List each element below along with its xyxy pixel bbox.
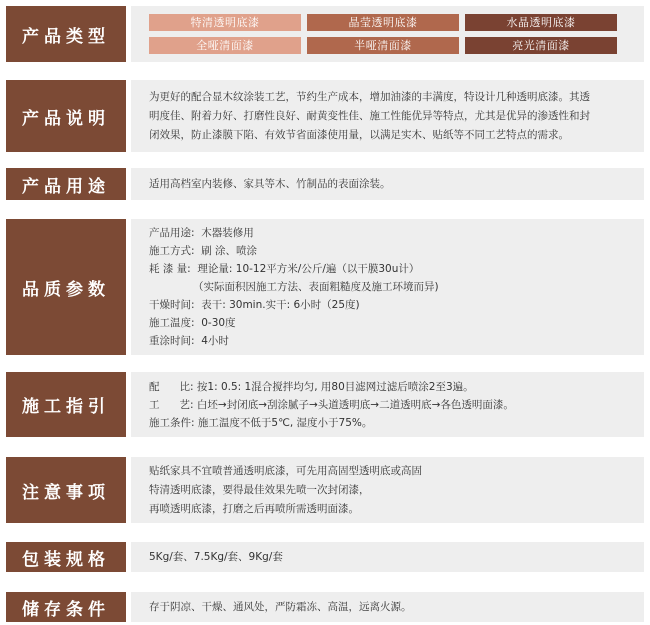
- product-type-chip: 晶莹透明底漆: [307, 14, 459, 31]
- param-line: [149, 278, 630, 296]
- product-type-grid: [149, 14, 630, 54]
- section-content: [131, 219, 644, 355]
- param-key: 耗 漆 量:: [149, 263, 191, 275]
- section-content: [131, 542, 644, 572]
- param-line: [149, 314, 630, 332]
- section-content: [131, 372, 644, 437]
- guide-value: 施工温度不低于5℃, 湿度小于75%。: [194, 416, 373, 429]
- section-content: [131, 457, 644, 523]
- description-line: 明度佳、附着力好、打磨性良好、耐黄变性佳、施工性能优异等特点，尤其是优异的渗透性和封: [149, 109, 590, 122]
- param-value: 木器装修用: [194, 227, 254, 239]
- note-line: 贴纸家具不宜喷普通透明底漆，可先用高固型透明底或高固: [149, 464, 422, 477]
- guide-value: 白坯→封闭底→刮涂腻子→头道透明底→二道透明底→各色透明面漆。: [193, 398, 514, 411]
- note-line: 特清透明底漆，要得最佳效果先喷一次封闭漆，: [149, 483, 370, 496]
- section-label: 施工指引: [6, 372, 126, 437]
- section-label: 包装规格: [6, 542, 126, 572]
- param-key: 施工方式:: [149, 245, 195, 257]
- param-line: [149, 224, 630, 242]
- packing-text: 5Kg/套、7.5Kg/套、9Kg/套: [149, 551, 283, 563]
- guide-line: [149, 396, 630, 414]
- section-label: 产品类型: [6, 6, 126, 62]
- section-application-guide: [6, 372, 644, 437]
- section-precautions: [6, 457, 644, 523]
- param-line: [149, 332, 630, 350]
- description-line: 闭效果，防止漆膜下陷、有效节省面漆使用量，以满足实木、贴纸等不同工艺特点的需求。: [149, 128, 569, 141]
- guide-key: 配 比:: [149, 380, 194, 393]
- param-line: [149, 296, 630, 314]
- section-label: 注意事项: [6, 457, 126, 523]
- product-type-chip: 特清透明底漆: [149, 14, 301, 31]
- section-content: [131, 168, 644, 200]
- section-label: 储存条件: [6, 592, 126, 622]
- param-value: 刷 涂、喷涂: [194, 245, 258, 257]
- param-line: [149, 242, 630, 260]
- section-label: 品质参数: [6, 219, 126, 355]
- product-type-chip: 半哑清面漆: [307, 37, 459, 54]
- storage-text: 存于阴凉、干燥、通风处，严防霜冻、高温，远离火源。: [149, 601, 412, 613]
- section-content: [131, 592, 644, 622]
- param-key: 干燥时间:: [149, 299, 195, 311]
- product-type-chip: 全哑清面漆: [149, 37, 301, 54]
- section-product-description: [6, 80, 644, 152]
- param-key: 施工温度:: [149, 317, 195, 329]
- product-type-chip: 亮光清面漆: [465, 37, 617, 54]
- section-packing: [6, 542, 644, 572]
- param-key: 产品用途:: [149, 227, 195, 239]
- description-line: 为更好的配合显木纹涂装工艺，节约生产成本，增加油漆的丰满度，特设计几种透明底漆。其透: [149, 90, 590, 103]
- param-key: 重涂时间:: [149, 335, 195, 347]
- section-product-types: [6, 6, 644, 62]
- param-value: 理论量: 10-12平方米/公斤/遍（以干膜30u计）: [190, 263, 420, 275]
- guide-key: 工 艺:: [149, 398, 194, 411]
- param-value: 表干: 30min.实干: 6小时（25度): [194, 299, 360, 311]
- param-value: （实际面积因施工方法、表面粗糙度及施工环境而异): [193, 281, 439, 293]
- section-storage: [6, 592, 644, 622]
- guide-line: [149, 414, 630, 432]
- usage-text: 适用高档室内装修、家具等木、竹制品的表面涂装。: [149, 178, 391, 190]
- guide-value: 按1: 0.5: 1混合搅拌均匀, 用80目滤网过滤后喷涂2至3遍。: [193, 380, 474, 393]
- section-content: [131, 6, 644, 62]
- note-line: 再喷透明底漆，打磨之后再喷所需透明面漆。: [149, 502, 359, 515]
- section-quality-params: [6, 219, 644, 355]
- param-value: 4小时: [194, 335, 229, 347]
- product-type-chip: 水晶透明底漆: [465, 14, 617, 31]
- section-label: 产品说明: [6, 80, 126, 152]
- section-content: [131, 80, 644, 152]
- param-value: 0-30度: [194, 317, 236, 329]
- section-product-usage: [6, 168, 644, 200]
- param-line: [149, 260, 630, 278]
- section-label: 产品用途: [6, 168, 126, 200]
- guide-line: [149, 378, 630, 396]
- guide-key: 施工条件:: [149, 416, 195, 429]
